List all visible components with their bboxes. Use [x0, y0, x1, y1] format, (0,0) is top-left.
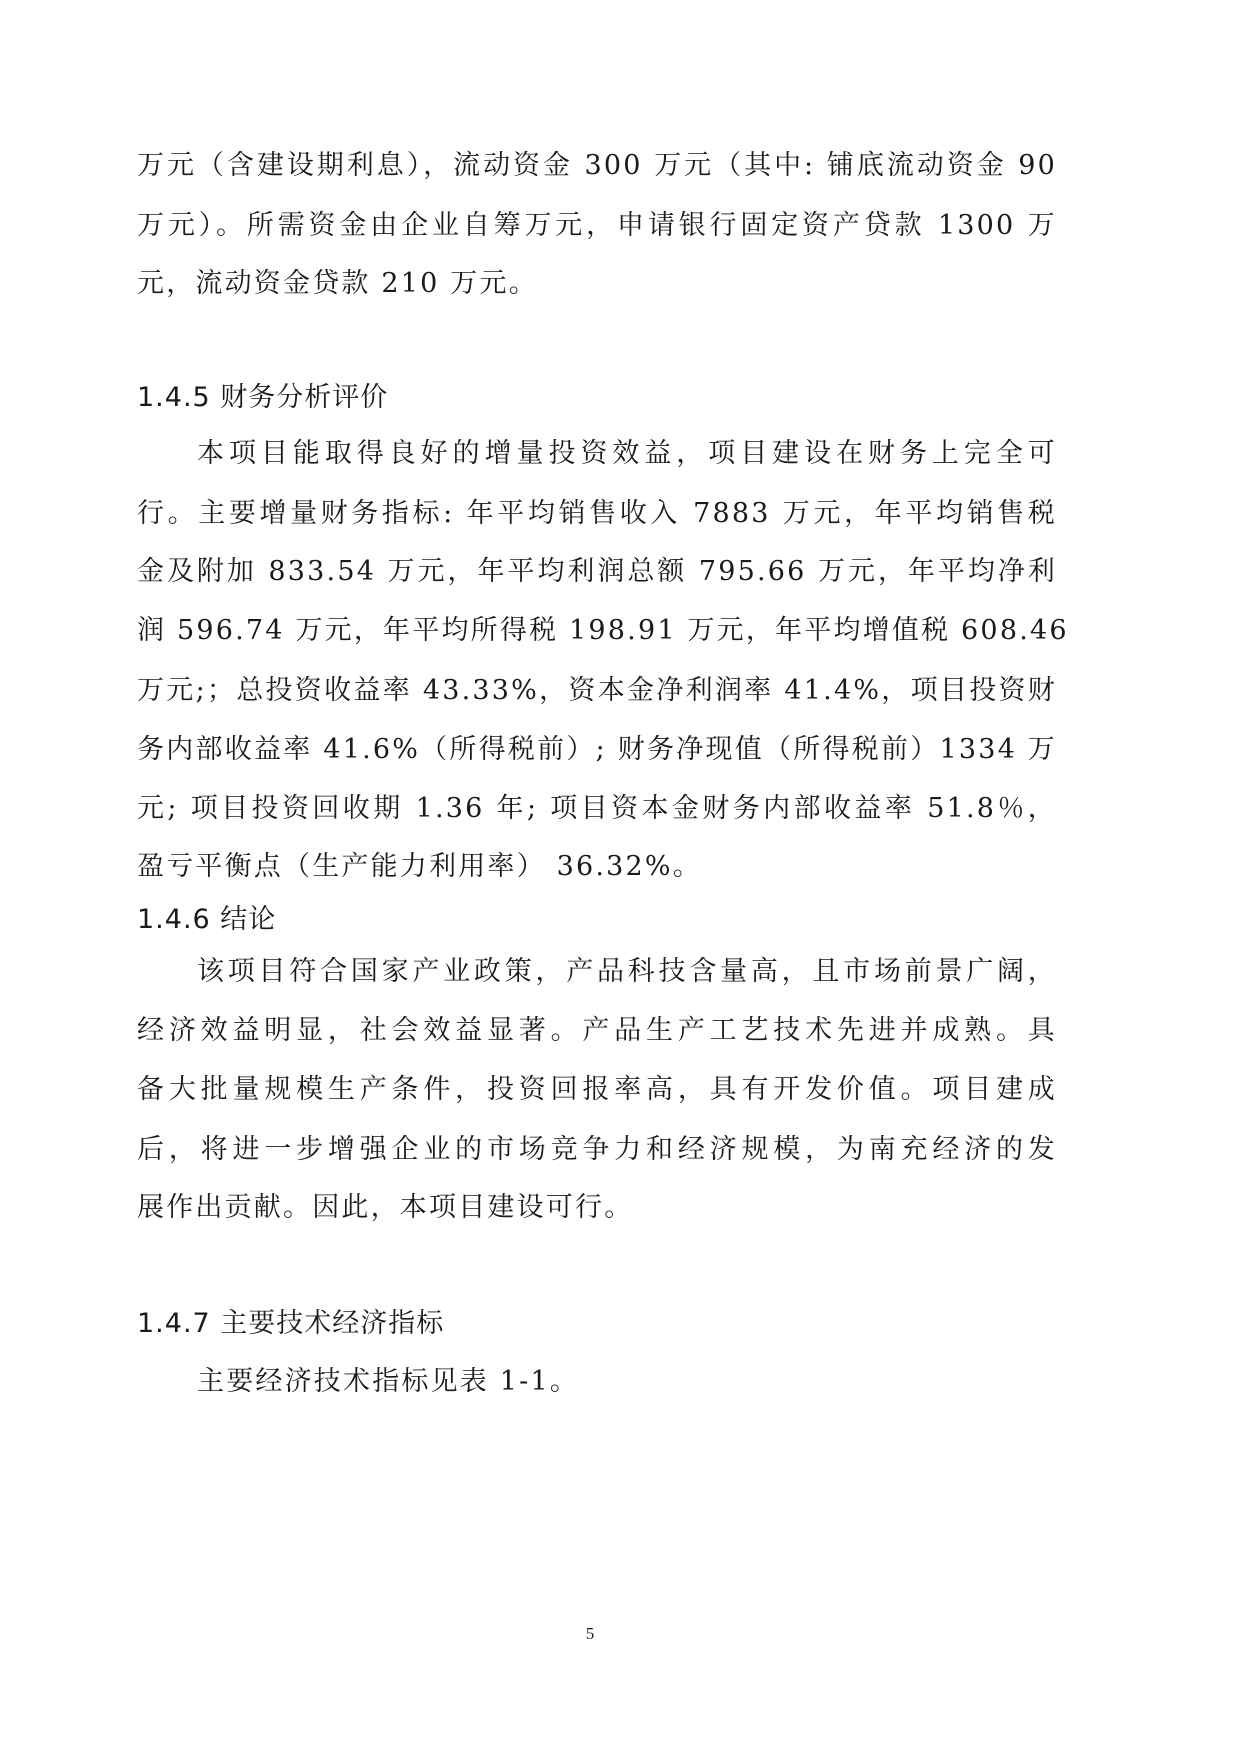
section-heading-1-4-5: 1.4.5 财务分析评价: [137, 382, 389, 413]
body-text-line: 元; 项目投资回收期 1.36 年; 项目资本金财务内部收益率 51.8％，: [137, 793, 1057, 824]
body-text-line: 务内部收益率 41.6%（所得税前）; 财务净现值（所得税前）1334 万: [137, 734, 1057, 765]
body-text-line: 主要经济技术指标见表 1-1。: [197, 1366, 580, 1397]
body-text-line: 备大批量规模生产条件，投资回报率高，具有开发价值。项目建成: [137, 1074, 1057, 1105]
body-text-line: 后，将进一步增强企业的市场竞争力和经济规模，为南充经济的发: [137, 1134, 1057, 1165]
body-text-line: 展作出贡献。因此，本项目建设可行。: [137, 1192, 634, 1223]
body-text-line: 经济效益明显，社会效益显著。产品生产工艺技术先进并成熟。具: [137, 1015, 1057, 1046]
body-text-line: 该项目符合国家产业政策，产品科技含量高，且市场前景广阔，: [197, 956, 1057, 987]
body-text-line: 润 596.74 万元，年平均所得税 198.91 万元，年平均增值税 608.46: [137, 615, 1069, 646]
body-text-line: 盈亏平衡点（生产能力利用率） 36.32%。: [137, 851, 702, 882]
page-number: 5: [585, 1624, 595, 1643]
body-text-line: 万元（含建设期利息），流动资金 300 万元（其中: 铺底流动资金 90: [137, 150, 1057, 181]
body-text-line: 金及附加 833.54 万元，年平均利润总额 795.66 万元，年平均净利: [137, 556, 1057, 587]
body-text-line: 万元）。所需资金由企业自筹万元，申请银行固定资产贷款 1300 万: [137, 210, 1057, 241]
section-heading-1-4-7: 1.4.7 主要技术经济指标: [137, 1308, 445, 1339]
body-text-line: 行。主要增量财务指标: 年平均销售收入 7883 万元，年平均销售税: [137, 498, 1057, 529]
body-text-line: 元，流动资金贷款 210 万元。: [137, 268, 538, 299]
section-heading-1-4-6: 1.4.6 结论: [137, 904, 277, 935]
body-text-line: 本项目能取得良好的增量投资效益，项目建设在财务上完全可: [197, 438, 1057, 469]
body-text-line: 万元;；总投资收益率 43.33%，资本金净利润率 41.4%，项目投资财: [137, 675, 1057, 706]
